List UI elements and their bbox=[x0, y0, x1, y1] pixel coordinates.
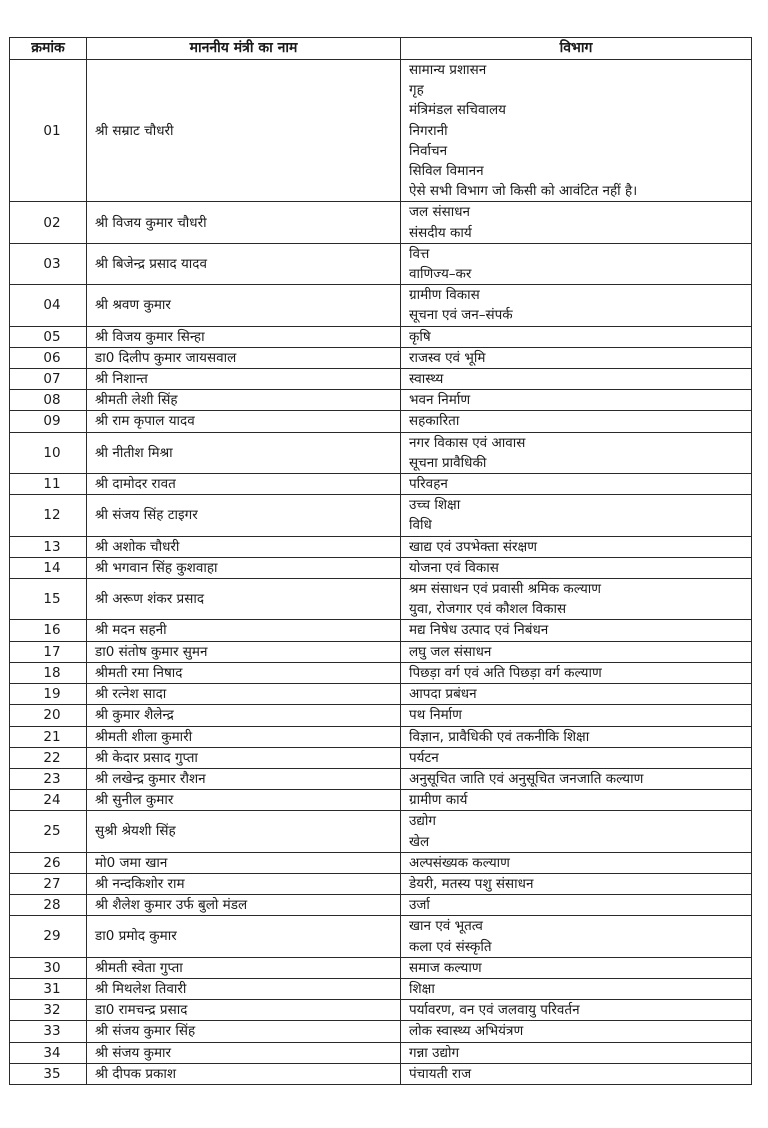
minister-name-cell: श्री दामोदर रावत bbox=[87, 474, 401, 495]
department-item: गन्ना उद्योग bbox=[409, 1044, 460, 1061]
department-item: ग्रामीण कार्य bbox=[409, 792, 468, 809]
serial-number-cell: 19 bbox=[10, 684, 87, 705]
department-item: अनुसूचित जाति एवं अनुसूचित जनजाति कल्याण bbox=[409, 770, 644, 787]
department-item: निगरानी bbox=[409, 122, 448, 139]
serial-number-cell: 31 bbox=[10, 978, 87, 999]
department-cell bbox=[401, 747, 752, 768]
department-cell bbox=[401, 411, 752, 432]
department-item: मद्य निषेध उत्पाद एवं निबंधन bbox=[409, 622, 549, 639]
department-item: योजना एवं विकास bbox=[409, 559, 499, 576]
minister-name-cell: श्री लखेन्द्र कुमार रौशन bbox=[87, 768, 401, 789]
minister-name-cell: श्री अरूण शंकर प्रसाद bbox=[87, 579, 401, 620]
table-row bbox=[10, 536, 752, 557]
table-row bbox=[10, 978, 752, 999]
minister-name-cell: श्री भगवान सिंह कुशवाहा bbox=[87, 557, 401, 578]
department-item: श्रम संसाधन एवं प्रवासी श्रमिक कल्याण bbox=[409, 581, 602, 598]
table-row bbox=[10, 768, 752, 789]
minister-name-cell: श्री अशोक चौधरी bbox=[87, 536, 401, 557]
department-cell bbox=[401, 536, 752, 557]
serial-number-cell: 15 bbox=[10, 579, 87, 620]
department-item: उद्योग bbox=[409, 813, 436, 830]
table-row bbox=[10, 1000, 752, 1021]
table-row bbox=[10, 285, 752, 326]
serial-number-cell: 03 bbox=[10, 243, 87, 284]
department-item: कला एवं संस्कृति bbox=[409, 938, 492, 955]
department-cell bbox=[401, 916, 752, 957]
department-cell bbox=[401, 369, 752, 390]
table-row bbox=[10, 873, 752, 894]
serial-number-cell: 26 bbox=[10, 852, 87, 873]
table-row bbox=[10, 411, 752, 432]
department-cell bbox=[401, 326, 752, 347]
department-cell bbox=[401, 1000, 752, 1021]
department-item: सूचना प्रावैधिकी bbox=[409, 454, 487, 471]
department-cell bbox=[401, 662, 752, 683]
minister-name-cell: श्री मिथलेश तिवारी bbox=[87, 978, 401, 999]
serial-number-cell: 34 bbox=[10, 1042, 87, 1063]
serial-number-cell: 22 bbox=[10, 747, 87, 768]
department-item: ऐसे सभी विभाग जो किसी को आवंटित नहीं है। bbox=[409, 183, 638, 200]
department-cell bbox=[401, 641, 752, 662]
table-row bbox=[10, 747, 752, 768]
department-item: राजस्व एवं भूमि bbox=[409, 349, 486, 366]
department-cell bbox=[401, 768, 752, 789]
department-item: विज्ञान, प्रावैधिकी एवं तकनीकि शिक्षा bbox=[409, 728, 590, 745]
minister-name-cell: श्री सम्राट चौधरी bbox=[87, 60, 401, 202]
table-row bbox=[10, 495, 752, 536]
table-row bbox=[10, 202, 752, 243]
serial-number-cell: 21 bbox=[10, 726, 87, 747]
serial-number-cell: 14 bbox=[10, 557, 87, 578]
table-row bbox=[10, 60, 752, 202]
serial-number-cell: 16 bbox=[10, 620, 87, 641]
minister-name-cell: श्री मदन सहनी bbox=[87, 620, 401, 641]
table-row bbox=[10, 662, 752, 683]
department-cell bbox=[401, 873, 752, 894]
table-row bbox=[10, 811, 752, 852]
table-row bbox=[10, 852, 752, 873]
minister-name-cell: श्री संजय सिंह टाइगर bbox=[87, 495, 401, 536]
department-item: लघु जल संसाधन bbox=[409, 643, 492, 660]
department-cell bbox=[401, 620, 752, 641]
minister-name-cell: श्री संजय कुमार bbox=[87, 1042, 401, 1063]
department-cell bbox=[401, 60, 752, 202]
serial-number-cell: 04 bbox=[10, 285, 87, 326]
department-item: समाज कल्याण bbox=[409, 959, 482, 976]
minister-name-cell: श्री शैलेश कुमार उर्फ बुलो मंडल bbox=[87, 895, 401, 916]
department-cell bbox=[401, 978, 752, 999]
department-item: सामान्य प्रशासन bbox=[409, 62, 487, 78]
department-item: अल्पसंख्यक कल्याण bbox=[409, 854, 510, 871]
minister-name-cell: श्री विजय कुमार सिन्हा bbox=[87, 326, 401, 347]
department-cell bbox=[401, 495, 752, 536]
department-item: पर्यटन bbox=[409, 749, 439, 766]
minister-name-cell: श्रीमती लेशी सिंह bbox=[87, 390, 401, 411]
department-item: भवन निर्माण bbox=[409, 392, 471, 409]
department-item: लोक स्वास्थ्य अभियंत्रण bbox=[409, 1023, 524, 1040]
department-cell bbox=[401, 1021, 752, 1042]
serial-number-cell: 32 bbox=[10, 1000, 87, 1021]
serial-number-cell: 23 bbox=[10, 768, 87, 789]
department-item: पिछड़ा वर्ग एवं अति पिछड़ा वर्ग कल्याण bbox=[409, 664, 602, 681]
department-item: खाद्य एवं उपभेक्ता संरक्षण bbox=[409, 538, 537, 555]
minister-name-cell: श्री केदार प्रसाद गुप्ता bbox=[87, 747, 401, 768]
department-item: उच्च शिक्षा bbox=[409, 497, 461, 514]
department-cell bbox=[401, 390, 752, 411]
serial-number-cell: 35 bbox=[10, 1063, 87, 1084]
department-item: शिक्षा bbox=[409, 980, 435, 997]
department-cell bbox=[401, 811, 752, 852]
minister-name-cell: श्री राम कृपाल यादव bbox=[87, 411, 401, 432]
table-row bbox=[10, 432, 752, 473]
serial-number-cell: 08 bbox=[10, 390, 87, 411]
minister-name-cell: डा0 रामचन्द्र प्रसाद bbox=[87, 1000, 401, 1021]
serial-number-cell: 12 bbox=[10, 495, 87, 536]
minister-name-cell: श्री संजय कुमार सिंह bbox=[87, 1021, 401, 1042]
table-body bbox=[10, 60, 752, 1085]
table-row bbox=[10, 347, 752, 368]
table-row bbox=[10, 557, 752, 578]
department-cell bbox=[401, 852, 752, 873]
table-row bbox=[10, 1063, 752, 1084]
department-column-header: विभाग bbox=[401, 38, 752, 60]
department-cell bbox=[401, 557, 752, 578]
department-item: सिविल विमानन bbox=[409, 163, 484, 180]
serial-number-cell: 28 bbox=[10, 895, 87, 916]
department-cell bbox=[401, 579, 752, 620]
department-item: आपदा प्रबंधन bbox=[409, 686, 477, 703]
table-row bbox=[10, 684, 752, 705]
serial-number-cell: 20 bbox=[10, 705, 87, 726]
minister-name-cell: श्री श्रवण कुमार bbox=[87, 285, 401, 326]
serial-number-cell: 30 bbox=[10, 957, 87, 978]
department-cell bbox=[401, 684, 752, 705]
minister-name-cell: श्रीमती शीला कुमारी bbox=[87, 726, 401, 747]
department-item: डेयरी, मतस्य पशु संसाधन bbox=[409, 875, 534, 892]
department-cell bbox=[401, 285, 752, 326]
minister-name-cell: श्रीमती रमा निषाद bbox=[87, 662, 401, 683]
department-item: संसदीय कार्य bbox=[409, 224, 472, 241]
minister-name-cell: सुश्री श्रेयशी सिंह bbox=[87, 811, 401, 852]
table-row bbox=[10, 620, 752, 641]
table-row bbox=[10, 474, 752, 495]
minister-name-cell: श्री बिजेन्द्र प्रसाद यादव bbox=[87, 243, 401, 284]
table-row bbox=[10, 895, 752, 916]
department-cell bbox=[401, 726, 752, 747]
table-row bbox=[10, 641, 752, 662]
serial-number-cell: 09 bbox=[10, 411, 87, 432]
department-item: पथ निर्माण bbox=[409, 707, 462, 724]
minister-name-cell: डा0 संतोष कुमार सुमन bbox=[87, 641, 401, 662]
department-item: वित्त bbox=[409, 245, 430, 262]
department-cell bbox=[401, 432, 752, 473]
table-row bbox=[10, 326, 752, 347]
table-header-row bbox=[10, 38, 752, 60]
serial-number-cell: 13 bbox=[10, 536, 87, 557]
department-cell bbox=[401, 202, 752, 243]
department-item: सहकारिता bbox=[409, 413, 460, 430]
table-row bbox=[10, 390, 752, 411]
minister-name-cell: श्री नन्दकिशोर राम bbox=[87, 873, 401, 894]
minister-name-cell: मो0 जमा खान bbox=[87, 852, 401, 873]
table-row bbox=[10, 957, 752, 978]
serial-number-cell: 06 bbox=[10, 347, 87, 368]
department-item: पर्यावरण, वन एवं जलवायु परिवर्तन bbox=[409, 1002, 580, 1019]
table-row bbox=[10, 726, 752, 747]
department-cell bbox=[401, 1063, 752, 1084]
serial-number-cell: 02 bbox=[10, 202, 87, 243]
table-row bbox=[10, 579, 752, 620]
serial-number-cell: 11 bbox=[10, 474, 87, 495]
department-item: कृषि bbox=[409, 328, 431, 345]
department-item: निर्वाचन bbox=[409, 142, 448, 159]
department-item: पंचायती राज bbox=[409, 1065, 472, 1082]
serial-number-cell: 29 bbox=[10, 916, 87, 957]
department-item: नगर विकास एवं आवास bbox=[409, 434, 526, 451]
minister-name-cell: श्री निशान्त bbox=[87, 369, 401, 390]
department-cell bbox=[401, 1042, 752, 1063]
minister-name-cell: श्री रत्नेश सादा bbox=[87, 684, 401, 705]
serial-number-cell: 24 bbox=[10, 790, 87, 811]
department-item: युवा, रोजगार एवं कौशल विकास bbox=[409, 601, 567, 618]
department-item: ग्रामीण विकास bbox=[409, 287, 480, 304]
department-item: सूचना एवं जन–संपर्क bbox=[409, 307, 513, 324]
serial-column-header: क्रमांक bbox=[10, 38, 87, 60]
department-item: उर्जा bbox=[409, 897, 430, 914]
department-cell bbox=[401, 957, 752, 978]
minister-name-cell: श्री नीतीश मिश्रा bbox=[87, 432, 401, 473]
department-item: खान एवं भूतत्व bbox=[409, 918, 483, 935]
serial-number-cell: 17 bbox=[10, 641, 87, 662]
department-item: मंत्रिमंडल सचिवालय bbox=[409, 102, 506, 119]
serial-number-cell: 01 bbox=[10, 60, 87, 202]
department-item: खेल bbox=[409, 833, 430, 850]
minister-name-cell: डा0 प्रमोद कुमार bbox=[87, 916, 401, 957]
serial-number-cell: 33 bbox=[10, 1021, 87, 1042]
table-row bbox=[10, 369, 752, 390]
department-cell bbox=[401, 705, 752, 726]
serial-number-cell: 07 bbox=[10, 369, 87, 390]
table-row bbox=[10, 790, 752, 811]
serial-number-cell: 05 bbox=[10, 326, 87, 347]
table-row bbox=[10, 1042, 752, 1063]
serial-number-cell: 18 bbox=[10, 662, 87, 683]
serial-number-cell: 10 bbox=[10, 432, 87, 473]
minister-name-cell: श्री दीपक प्रकाश bbox=[87, 1063, 401, 1084]
department-cell bbox=[401, 347, 752, 368]
table-row bbox=[10, 916, 752, 957]
minister-name-cell: श्री विजय कुमार चौधरी bbox=[87, 202, 401, 243]
minister-name-cell: श्री सुनील कुमार bbox=[87, 790, 401, 811]
table-row bbox=[10, 243, 752, 284]
serial-number-cell: 27 bbox=[10, 873, 87, 894]
department-item: गृह bbox=[409, 82, 424, 99]
department-item: परिवहन bbox=[409, 476, 448, 493]
department-cell bbox=[401, 790, 752, 811]
ministers-portfolio-table bbox=[9, 37, 752, 1085]
serial-number-cell: 25 bbox=[10, 811, 87, 852]
department-item: विधि bbox=[409, 517, 432, 534]
table-row bbox=[10, 705, 752, 726]
department-cell bbox=[401, 243, 752, 284]
department-item: स्वास्थ्य bbox=[409, 371, 444, 388]
minister-name-cell: श्रीमती स्वेता गुप्ता bbox=[87, 957, 401, 978]
minister-name-cell: डा0 दिलीप कुमार जायसवाल bbox=[87, 347, 401, 368]
department-cell bbox=[401, 474, 752, 495]
minister-name-column-header: माननीय मंत्री का नाम bbox=[87, 38, 401, 60]
department-item: वाणिज्य–कर bbox=[409, 266, 472, 283]
department-item: जल संसाधन bbox=[409, 204, 471, 221]
minister-name-cell: श्री कुमार शैलेन्द्र bbox=[87, 705, 401, 726]
table-row bbox=[10, 1021, 752, 1042]
department-cell bbox=[401, 895, 752, 916]
